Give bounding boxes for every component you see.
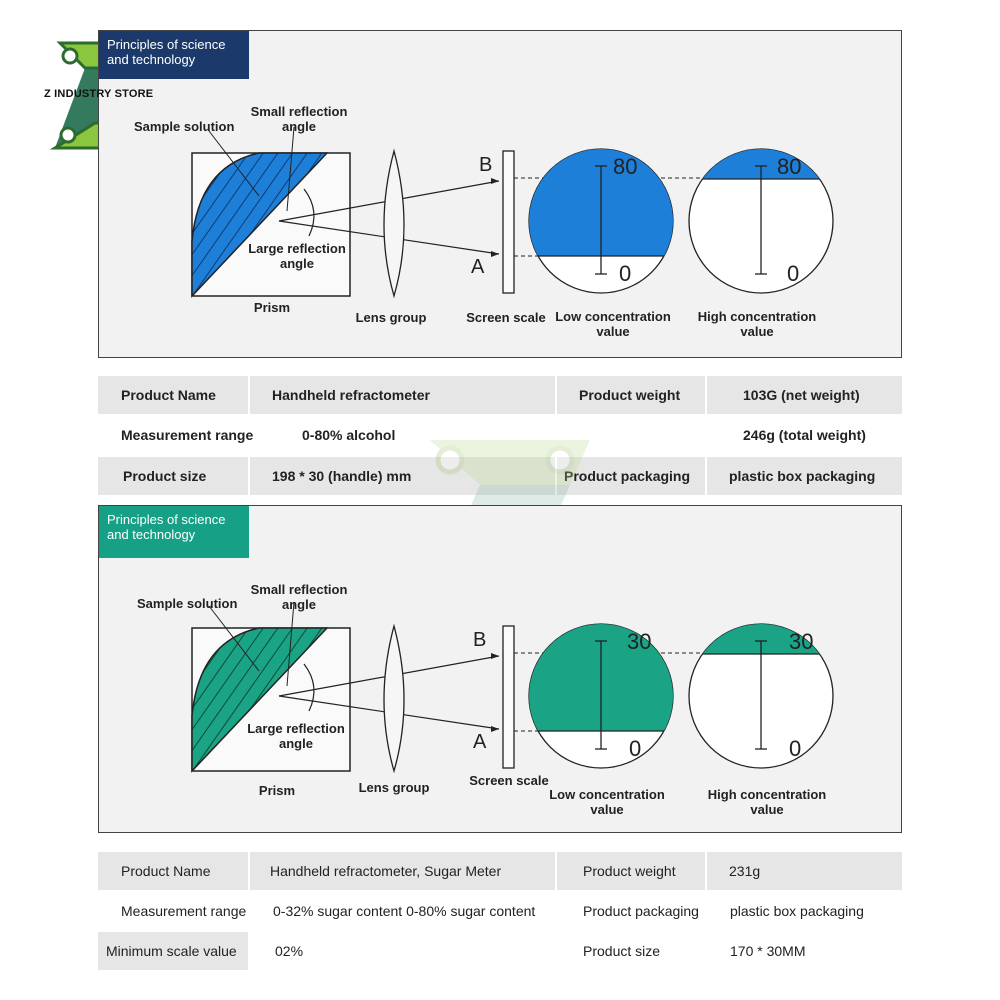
low-concentration-label: Low concentration value [549, 787, 665, 817]
low-scale-top: 80 [613, 154, 638, 179]
spec-value: Handheld refractometer, Sugar Meter [250, 852, 555, 890]
screen-scale-bar [503, 151, 514, 293]
refraction-diagram [99, 31, 903, 359]
spec-value: 231g [707, 852, 902, 890]
high-scale-top: 80 [777, 154, 802, 179]
screen-scale-bar [503, 626, 514, 768]
lens-shape [384, 151, 404, 296]
screen-scale-label: Screen scale [469, 773, 549, 788]
low-concentration-circle [529, 149, 673, 293]
spec-value: 170 * 30MM [730, 943, 806, 959]
panel-tag: Principles of science and technology [99, 506, 249, 558]
letter-b: B [479, 154, 493, 176]
high-scale-top: 30 [789, 629, 814, 654]
spec-label: Minimum scale value [98, 932, 248, 970]
spec-value: 0-32% sugar content 0-80% sugar content [273, 903, 536, 919]
high-concentration-label: High concentration value [697, 309, 817, 339]
spec-row [98, 376, 902, 414]
spec-value: 103G (net weight) [707, 376, 902, 414]
sample-solution-label: Sample solution [134, 119, 235, 134]
spec-value: plastic box packaging [707, 457, 902, 495]
spec-value: plastic box packaging [730, 903, 864, 919]
letter-a: A [473, 731, 487, 753]
panel-tag: Principles of science and technology [99, 31, 249, 79]
lens-shape [384, 626, 404, 771]
spec-label: Product weight [557, 376, 705, 414]
low-scale-bottom: 0 [619, 261, 632, 286]
spec-label: Product size [98, 457, 248, 495]
store-name: Z INDUSTRY STORE [44, 88, 154, 100]
prism-label: Prism [258, 783, 296, 798]
prism-label: Prism [253, 300, 291, 315]
high-concentration-circle [689, 149, 833, 293]
spec-row [98, 852, 902, 890]
low-concentration-label: Low concentration value [555, 309, 671, 339]
science-principle-panel-alcohol [98, 30, 902, 358]
screen-scale-label: Screen scale [466, 310, 546, 325]
spec-label: Measurement range [121, 427, 254, 443]
spec-label: Measurement range [121, 903, 247, 919]
high-scale-bottom: 0 [787, 261, 800, 286]
spec-label: Product Name [98, 852, 248, 890]
spec-value: 0-80% alcohol [302, 427, 396, 443]
small-reflection-label: Small reflection angle [250, 582, 348, 612]
spec-value: 198 * 30 (handle) mm [250, 457, 555, 495]
letter-a: A [471, 256, 485, 278]
spec-row [98, 892, 902, 930]
spec-label: Product packaging [557, 457, 705, 495]
high-concentration-label: High concentration value [707, 787, 827, 817]
spec-value: Handheld refractometer [250, 376, 555, 414]
spec-label: Product Name [98, 376, 248, 414]
high-scale-bottom: 0 [789, 736, 802, 761]
spec-value: 246g (total weight) [743, 427, 866, 443]
spec-label: Product size [583, 943, 661, 959]
small-reflection-label: Small reflection angle [250, 104, 348, 134]
spec-label: Product weight [557, 852, 705, 890]
spec-row [98, 932, 902, 970]
large-reflection-label: Large reflection angle [247, 721, 345, 751]
low-scale-bottom: 0 [629, 736, 642, 761]
spec-label: Product packaging [583, 903, 699, 919]
lens-group-label: Lens group [355, 310, 427, 325]
letter-b: B [473, 629, 487, 651]
lens-group-label: Lens group [358, 780, 430, 795]
spec-value: 02% [275, 943, 304, 959]
science-principle-panel-sugar [98, 505, 902, 833]
sample-solution-label: Sample solution [137, 596, 238, 611]
large-reflection-label: Large reflection angle [248, 241, 346, 271]
low-scale-top: 30 [627, 629, 652, 654]
